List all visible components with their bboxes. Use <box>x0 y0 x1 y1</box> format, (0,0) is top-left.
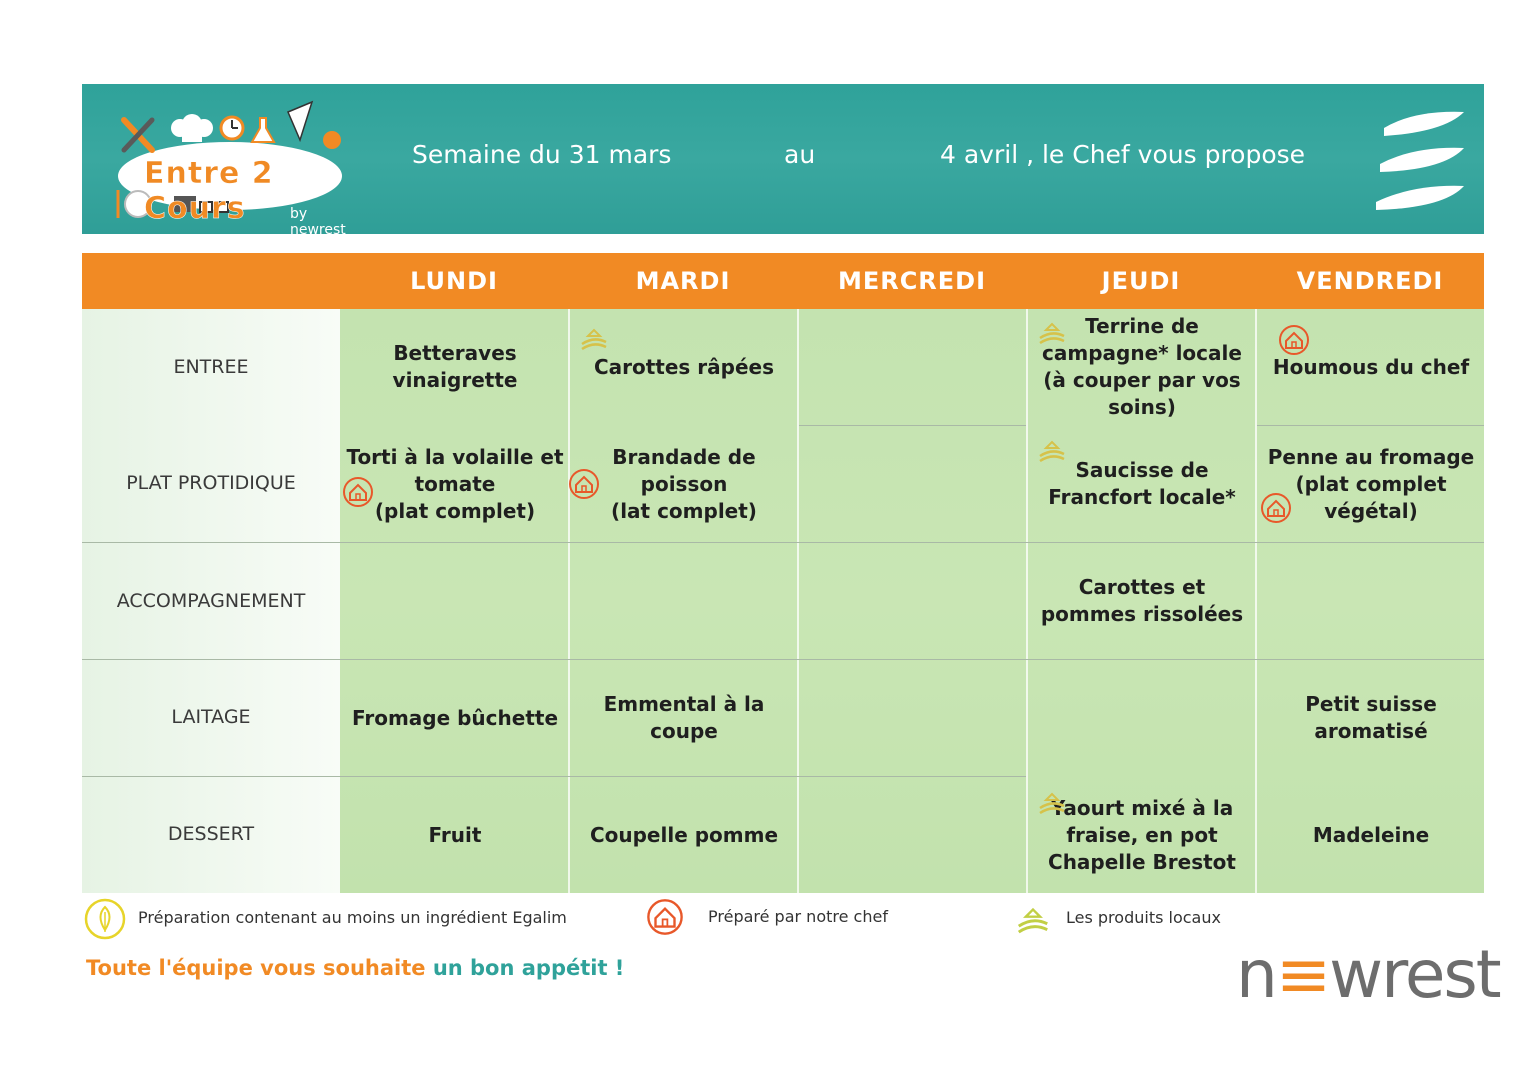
newrest-logo-n: n <box>1236 936 1276 1013</box>
week-end: 4 avril , le Chef vous propose <box>940 140 1306 169</box>
row-divider <box>82 776 340 777</box>
row-label-plat: PLAT PROTIDIQUE <box>126 472 296 494</box>
day-mardi: MARDI <box>635 267 731 295</box>
cell-jeudi-accompagnement: Carottes et pommes rissolées <box>1040 575 1244 626</box>
newrest-logo <box>1236 936 1500 1013</box>
week-au: au <box>784 140 816 169</box>
row-label-dessert: DESSERT <box>167 823 255 845</box>
cell-lundi-entree: Betteraves vinaigrette <box>392 341 518 392</box>
row-divider <box>82 542 340 543</box>
legend-egalim-text: Préparation contenant au moins un ingrédient Egalim <box>138 908 567 927</box>
chef-house-icon <box>646 898 684 936</box>
newrest-stripes-icon <box>1374 108 1466 212</box>
newrest-logo-rest: wrest <box>1329 936 1500 1013</box>
cell-mardi-plat: Brandade de poisson (lat complet) <box>611 444 757 523</box>
cell-lundi-dessert: Fruit <box>428 822 482 847</box>
chef-house-icon <box>342 476 374 508</box>
legend-local-text: Les produits locaux <box>1066 908 1221 927</box>
cell-vendredi-laitage: Petit suisse aromatisé <box>1305 692 1437 743</box>
cell-lundi-plat: Torti à la volaille et tomate (plat complet) <box>346 444 564 523</box>
chef-house-icon <box>1260 492 1292 524</box>
cell-jeudi-plat: Saucisse de Francfort locale* <box>1048 458 1236 509</box>
cell-mardi-laitage: Emmental à la coupe <box>603 692 765 743</box>
row-divider <box>799 425 1026 426</box>
day-jeudi: JEUDI <box>1101 267 1181 295</box>
local-product-icon <box>1036 316 1068 348</box>
footer-message <box>86 956 624 980</box>
local-product-icon <box>1036 434 1068 466</box>
local-product-icon <box>1014 900 1052 938</box>
row-divider <box>340 542 1484 543</box>
local-product-icon <box>578 322 610 354</box>
logo-title: Entre 2 Cours <box>144 156 274 226</box>
footer-message-part2: un bon appétit ! <box>432 956 625 980</box>
cell-lundi-laitage: Fromage bûchette <box>351 705 559 730</box>
entre-2-cours-logo <box>112 98 352 238</box>
row-divider <box>82 659 340 660</box>
cell-jeudi-dessert: Yaourt mixé à la fraise, en pot Chapelle Brestot <box>1048 795 1236 874</box>
cell-vendredi-entree: Houmous du chef <box>1272 354 1470 379</box>
row-label-entree: ENTREE <box>173 356 249 378</box>
header-banner <box>82 84 1484 238</box>
cell-mardi-dessert: Coupelle pomme <box>589 822 779 847</box>
cell-vendredi-dessert: Madeleine <box>1312 822 1430 847</box>
week-start: Semaine du 31 mars <box>412 140 672 169</box>
cell-jeudi-entree: Terrine de campagne* locale (à couper par vos soins) <box>1042 314 1242 419</box>
newrest-logo-e: ≡ <box>1275 936 1330 1013</box>
chef-house-icon <box>1278 324 1310 356</box>
local-product-icon <box>1036 786 1068 818</box>
day-mercredi: MERCREDI <box>837 267 987 295</box>
row-label-laitage: LAITAGE <box>171 706 251 728</box>
row-label-accompagnement: ACCOMPAGNEMENT <box>116 590 306 612</box>
egalim-leaf-icon <box>84 898 126 940</box>
legend-chef-text: Préparé par notre chef <box>708 907 888 926</box>
logo-byline: by newrest <box>290 206 346 238</box>
chef-house-icon <box>568 468 600 500</box>
cell-mardi-entree: Carottes râpées <box>593 354 775 379</box>
day-vendredi: VENDREDI <box>1296 267 1444 295</box>
day-header-row <box>82 253 1484 309</box>
cell-vendredi-plat: Penne au fromage (plat complet végétal) <box>1267 444 1475 523</box>
footer-message-part1: Toute l'équipe vous souhaite <box>86 956 426 980</box>
day-lundi: LUNDI <box>410 267 498 295</box>
